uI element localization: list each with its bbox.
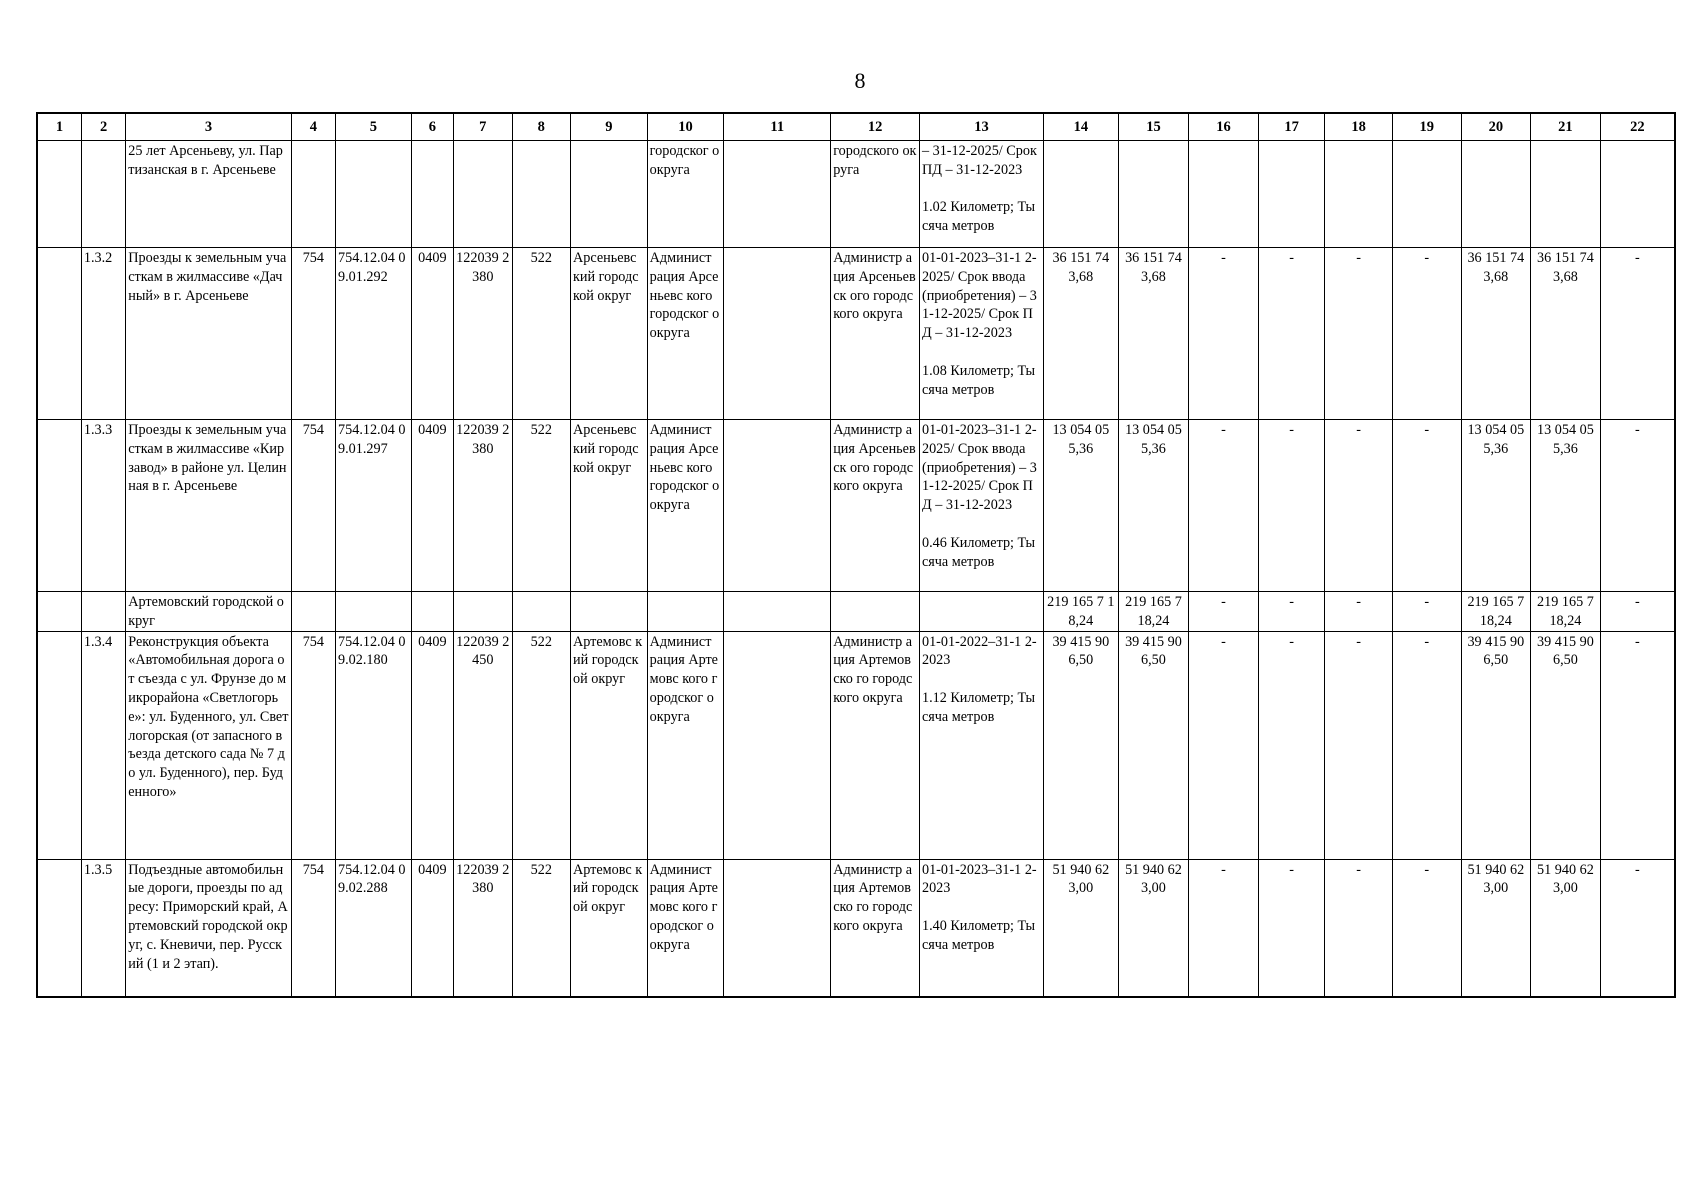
cell-col-9: Арсеньевс кий городской округ <box>571 248 648 420</box>
cell-col-10: Админист рация Артемовс кого городског о округа <box>647 859 724 997</box>
cell-col-19 <box>1392 141 1461 248</box>
cell-col-21 <box>1531 141 1601 248</box>
cell-col-16: - <box>1189 859 1259 997</box>
cell-col-7: 122039 2380 <box>454 248 513 420</box>
cell-col-8 <box>512 592 571 632</box>
cell-col-7: 122039 2380 <box>454 420 513 592</box>
cell-col-8: 522 <box>512 248 571 420</box>
cell-col-2: 1.3.4 <box>81 631 125 859</box>
column-header-14: 14 <box>1044 113 1119 141</box>
cell-col-18: - <box>1325 631 1393 859</box>
column-header-21: 21 <box>1531 113 1601 141</box>
cell-col-13: 01-01-2023–31-1 2-2025/ Срок ввода (приобретения) – 31-12-2025/ Срок ПД – 31-12-2023 1.08 Километр; Тысяча метров <box>919 248 1043 420</box>
cell-col-17 <box>1258 141 1325 248</box>
cell-col-7 <box>454 141 513 248</box>
cell-col-22: - <box>1600 859 1675 997</box>
cell-col-8: 522 <box>512 859 571 997</box>
column-header-4: 4 <box>291 113 335 141</box>
cell-col-1 <box>37 420 81 592</box>
cell-col-22: - <box>1600 631 1675 859</box>
cell-col-16: - <box>1189 420 1259 592</box>
cell-col-16 <box>1189 141 1259 248</box>
table-row <box>37 592 1675 632</box>
cell-col-10: Админист рация Артемовс кого городског о округа <box>647 631 724 859</box>
cell-col-22 <box>1600 141 1675 248</box>
cell-col-3: Проезды к земельным участкам в жилмассиве «Дачный» в г. Арсеньеве <box>126 248 291 420</box>
cell-col-14: 36 151 74 3,68 <box>1044 248 1119 420</box>
cell-col-4: 754 <box>291 420 335 592</box>
cell-col-14 <box>1044 141 1119 248</box>
cell-col-18: - <box>1325 248 1393 420</box>
cell-col-20: 219 165 7 18,24 <box>1461 592 1531 632</box>
column-header-22: 22 <box>1600 113 1675 141</box>
cell-col-13: 01-01-2023–31-1 2-2023 1.40 Километр; Тысяча метров <box>919 859 1043 997</box>
cell-col-18: - <box>1325 859 1393 997</box>
cell-col-13: – 31-12-2025/ Срок ПД – 31-12-2023 1.02 Километр; Тысяча метров <box>919 141 1043 248</box>
table-row <box>37 420 1675 592</box>
cell-col-2: 1.3.5 <box>81 859 125 997</box>
column-header-3: 3 <box>126 113 291 141</box>
header-row <box>37 113 1675 141</box>
cell-col-19: - <box>1392 420 1461 592</box>
cell-col-6: 0409 <box>411 248 453 420</box>
cell-col-1 <box>37 631 81 859</box>
cell-col-5: 754.12.04 09.02.288 <box>336 859 412 997</box>
cell-col-20: 36 151 74 3,68 <box>1461 248 1531 420</box>
column-header-19: 19 <box>1392 113 1461 141</box>
cell-col-15 <box>1118 141 1189 248</box>
cell-col-7: 122039 2450 <box>454 631 513 859</box>
column-header-2: 2 <box>81 113 125 141</box>
cell-col-18 <box>1325 141 1393 248</box>
cell-col-15: 36 151 74 3,68 <box>1118 248 1189 420</box>
page-number: 8 <box>854 68 866 93</box>
cell-col-11 <box>724 141 831 248</box>
cell-col-20 <box>1461 141 1531 248</box>
cell-col-3: Артемовский городской округ <box>126 592 291 632</box>
cell-col-11 <box>724 592 831 632</box>
cell-col-11 <box>724 248 831 420</box>
table-row <box>37 631 1675 859</box>
cell-col-8 <box>512 141 571 248</box>
cell-col-4: 754 <box>291 859 335 997</box>
table-row <box>37 859 1675 997</box>
cell-col-1 <box>37 592 81 632</box>
cell-col-12: Администр ация Артемовско го городского округа <box>831 631 920 859</box>
cell-col-6: 0409 <box>411 631 453 859</box>
column-header-1: 1 <box>37 113 81 141</box>
cell-col-2 <box>81 141 125 248</box>
column-header-13: 13 <box>919 113 1043 141</box>
column-header-7: 7 <box>454 113 513 141</box>
column-header-18: 18 <box>1325 113 1393 141</box>
cell-col-10 <box>647 592 724 632</box>
cell-col-8: 522 <box>512 631 571 859</box>
column-header-5: 5 <box>336 113 412 141</box>
cell-col-19: - <box>1392 859 1461 997</box>
column-header-12: 12 <box>831 113 920 141</box>
cell-col-20: 51 940 62 3,00 <box>1461 859 1531 997</box>
table-row <box>37 141 1675 248</box>
cell-col-16: - <box>1189 631 1259 859</box>
cell-col-14: 13 054 05 5,36 <box>1044 420 1119 592</box>
column-header-17: 17 <box>1258 113 1325 141</box>
cell-col-2: 1.3.3 <box>81 420 125 592</box>
cell-col-6 <box>411 141 453 248</box>
cell-col-1 <box>37 141 81 248</box>
cell-col-21: 219 165 7 18,24 <box>1531 592 1601 632</box>
cell-col-9: Арсеньевс кий городской округ <box>571 420 648 592</box>
cell-col-21: 39 415 90 6,50 <box>1531 631 1601 859</box>
cell-col-1 <box>37 248 81 420</box>
cell-col-17: - <box>1258 859 1325 997</box>
cell-col-13 <box>919 592 1043 632</box>
cell-col-1 <box>37 859 81 997</box>
cell-col-15: 39 415 90 6,50 <box>1118 631 1189 859</box>
cell-col-12: городского округа <box>831 141 920 248</box>
cell-col-5: 754.12.04 09.01.297 <box>336 420 412 592</box>
cell-col-15: 51 940 62 3,00 <box>1118 859 1189 997</box>
cell-col-20: 39 415 90 6,50 <box>1461 631 1531 859</box>
cell-col-17: - <box>1258 248 1325 420</box>
cell-col-16: - <box>1189 248 1259 420</box>
cell-col-2 <box>81 592 125 632</box>
data-table <box>36 112 1676 998</box>
cell-col-10: Админист рация Арсеньевс кого городског о округа <box>647 248 724 420</box>
cell-col-9 <box>571 592 648 632</box>
cell-col-13: 01-01-2022–31-1 2-2023 1.12 Километр; Тысяча метров <box>919 631 1043 859</box>
cell-col-12: Администр ация Артемовско го городского округа <box>831 859 920 997</box>
column-header-20: 20 <box>1461 113 1531 141</box>
column-header-15: 15 <box>1118 113 1189 141</box>
cell-col-12: Администр ация Арсеньевск ого городского округа <box>831 420 920 592</box>
cell-col-5 <box>336 592 412 632</box>
cell-col-15: 219 165 7 18,24 <box>1118 592 1189 632</box>
cell-col-9 <box>571 141 648 248</box>
cell-col-16: - <box>1189 592 1259 632</box>
cell-col-5: 754.12.04 09.01.292 <box>336 248 412 420</box>
cell-col-10: Админист рация Арсеньевс кого городског о округа <box>647 420 724 592</box>
cell-col-14: 39 415 90 6,50 <box>1044 631 1119 859</box>
cell-col-15: 13 054 05 5,36 <box>1118 420 1189 592</box>
cell-col-3: Проезды к земельным участкам в жилмассиве «Кирзавод» в районе ул. Целинная в г. Арсеньеве <box>126 420 291 592</box>
cell-col-3: 25 лет Арсеньеву, ул. Партизанская в г. Арсеньеве <box>126 141 291 248</box>
cell-col-4: 754 <box>291 248 335 420</box>
column-header-11: 11 <box>724 113 831 141</box>
cell-col-7 <box>454 592 513 632</box>
cell-col-11 <box>724 631 831 859</box>
cell-col-21: 36 151 74 3,68 <box>1531 248 1601 420</box>
cell-col-7: 122039 2380 <box>454 859 513 997</box>
cell-col-8: 522 <box>512 420 571 592</box>
table-row <box>37 248 1675 420</box>
cell-col-19: - <box>1392 592 1461 632</box>
column-header-16: 16 <box>1189 113 1259 141</box>
cell-col-4 <box>291 141 335 248</box>
cell-col-17: - <box>1258 592 1325 632</box>
cell-col-6: 0409 <box>411 859 453 997</box>
cell-col-20: 13 054 05 5,36 <box>1461 420 1531 592</box>
cell-col-11 <box>724 420 831 592</box>
cell-col-4 <box>291 592 335 632</box>
cell-col-11 <box>724 859 831 997</box>
cell-col-9: Артемовс кий городской округ <box>571 631 648 859</box>
cell-col-18: - <box>1325 420 1393 592</box>
cell-col-13: 01-01-2023–31-1 2-2025/ Срок ввода (приобретения) – 31-12-2025/ Срок ПД – 31-12-2023 0.46 Километр; Тысяча метров <box>919 420 1043 592</box>
cell-col-18: - <box>1325 592 1393 632</box>
cell-col-21: 13 054 05 5,36 <box>1531 420 1601 592</box>
cell-col-17: - <box>1258 420 1325 592</box>
cell-col-6: 0409 <box>411 420 453 592</box>
cell-col-22: - <box>1600 592 1675 632</box>
cell-col-5 <box>336 141 412 248</box>
cell-col-6 <box>411 592 453 632</box>
cell-col-3: Реконструкция объекта «Автомобильная дорога от съезда с ул. Фрунзе до микрорайона «Светлогорье»: ул. Буденного, ул. Светлогорская (от запасного въезда детского сада № 7 до ул. Буденного), пер. Буденного» <box>126 631 291 859</box>
column-header-10: 10 <box>647 113 724 141</box>
cell-col-9: Артемовс кий городской округ <box>571 859 648 997</box>
cell-col-21: 51 940 62 3,00 <box>1531 859 1601 997</box>
cell-col-19: - <box>1392 631 1461 859</box>
cell-col-12: Администр ация Арсеньевск ого городского округа <box>831 248 920 420</box>
cell-col-22: - <box>1600 248 1675 420</box>
cell-col-4: 754 <box>291 631 335 859</box>
cell-col-10: городског о округа <box>647 141 724 248</box>
cell-col-3: Подъездные автомобильные дороги, проезды по адресу: Приморский край, Артемовский городской округ, с. Кневичи, пер. Русский (1 и 2 этап). <box>126 859 291 997</box>
column-header-8: 8 <box>512 113 571 141</box>
cell-col-19: - <box>1392 248 1461 420</box>
column-header-6: 6 <box>411 113 453 141</box>
cell-col-14: 219 165 7 18,24 <box>1044 592 1119 632</box>
cell-col-2: 1.3.2 <box>81 248 125 420</box>
cell-col-14: 51 940 62 3,00 <box>1044 859 1119 997</box>
column-header-9: 9 <box>571 113 648 141</box>
cell-col-12 <box>831 592 920 632</box>
cell-col-5: 754.12.04 09.02.180 <box>336 631 412 859</box>
cell-col-17: - <box>1258 631 1325 859</box>
cell-col-22: - <box>1600 420 1675 592</box>
